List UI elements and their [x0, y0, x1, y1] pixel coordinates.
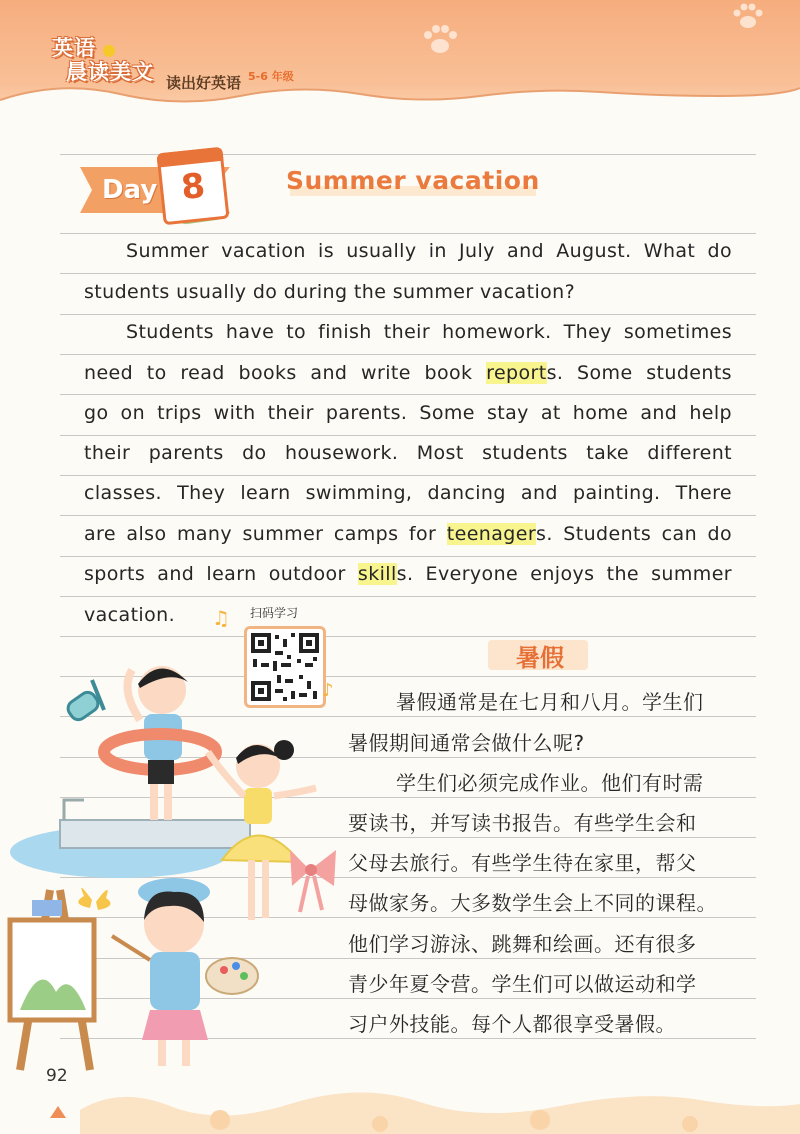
chinese-line: 他们学习游泳、跳舞和绘画。还有很多 [348, 932, 697, 956]
diving-board [60, 820, 250, 848]
music-note-icon: ♫ [212, 606, 230, 630]
rule-line [60, 556, 756, 557]
chick-icon: ● [102, 40, 116, 59]
day-label: Day [102, 175, 158, 205]
rule-line [60, 515, 756, 516]
music-note-icon: ♪ [322, 680, 334, 701]
lesson-title: Summer vacation [286, 166, 540, 195]
paw-print-icon [730, 2, 766, 32]
book-subtitle: 读出好英语 [166, 74, 242, 92]
rule-line [60, 354, 756, 355]
english-line: go on trips with their parents. Some stay at home and help [84, 402, 732, 424]
chinese-line: 暑假通常是在七月和八月。学生们 [396, 690, 704, 714]
english-line: classes. They learn swimming, dancing and painting. There [84, 482, 732, 504]
english-line: their parents do housework. Most students take different [84, 442, 732, 464]
book-logo [52, 36, 162, 106]
butterfly-icon [78, 888, 110, 910]
english-line: Summer vacation is usually in July and August. What do [126, 240, 732, 262]
highlighted-word: report [486, 362, 547, 384]
english-line: students usually do during the summer vacation? [84, 281, 576, 303]
english-line: are also many summer camps for teenagers. Students can do [84, 523, 732, 545]
boy-with-swim-ring [104, 666, 216, 820]
chinese-line: 要读书，并写读书报告。有些学生会和 [348, 811, 697, 835]
calendar-icon [156, 147, 229, 226]
rule-line [60, 435, 756, 436]
english-line: vacation. [84, 604, 176, 626]
rule-line [60, 636, 756, 637]
logo-line-2: 晨读美文 [66, 60, 154, 84]
chinese-line: 母做家务。大多数学生会上不同的课程。 [348, 891, 717, 915]
paw-print-icon [420, 22, 460, 58]
kids-summer-illustration [0, 640, 340, 1080]
qr-label: 扫码学习 [250, 606, 299, 620]
chinese-title: 暑假 [516, 644, 564, 672]
chinese-line: 青少年夏令营。学生们可以做运动和学 [348, 972, 697, 996]
chinese-line: 父母去旅行。有些学生待在家里，帮父 [348, 851, 697, 875]
rule-line [60, 596, 756, 597]
snorkel-mask-icon [65, 680, 104, 723]
rule-line [60, 273, 756, 274]
painter-girl [112, 878, 258, 1066]
highlighted-word: teenager [446, 523, 537, 545]
footer-decoration [0, 1080, 800, 1134]
rule-line [60, 314, 756, 315]
highlighted-word: skill [357, 563, 397, 585]
bow-ribbon-icon [290, 850, 336, 912]
grade-label: 5-6 年级 [248, 70, 294, 83]
painting-easel [10, 890, 94, 1070]
day-number: 8 [179, 165, 207, 209]
paint-palette-icon [206, 958, 258, 994]
chinese-line: 习户外技能。每个人都很享受暑假。 [348, 1012, 676, 1036]
chinese-line: 学生们必须完成作业。他们有时需 [396, 771, 704, 795]
page-number: 92 [46, 1066, 68, 1086]
english-line: Students have to finish their homework. They sometimes [126, 321, 732, 343]
english-line: need to read books and write book reports. Some students [84, 362, 732, 384]
english-line: sports and learn outdoor skills. Everyone enjoys the summer [84, 563, 732, 585]
logo-line-1: 英语 [52, 36, 96, 60]
page-header [0, 0, 800, 120]
rule-line [60, 233, 756, 234]
chinese-line: 暑假期间通常会做什么呢? [348, 731, 585, 755]
rule-line [60, 394, 756, 395]
rule-line [60, 475, 756, 476]
